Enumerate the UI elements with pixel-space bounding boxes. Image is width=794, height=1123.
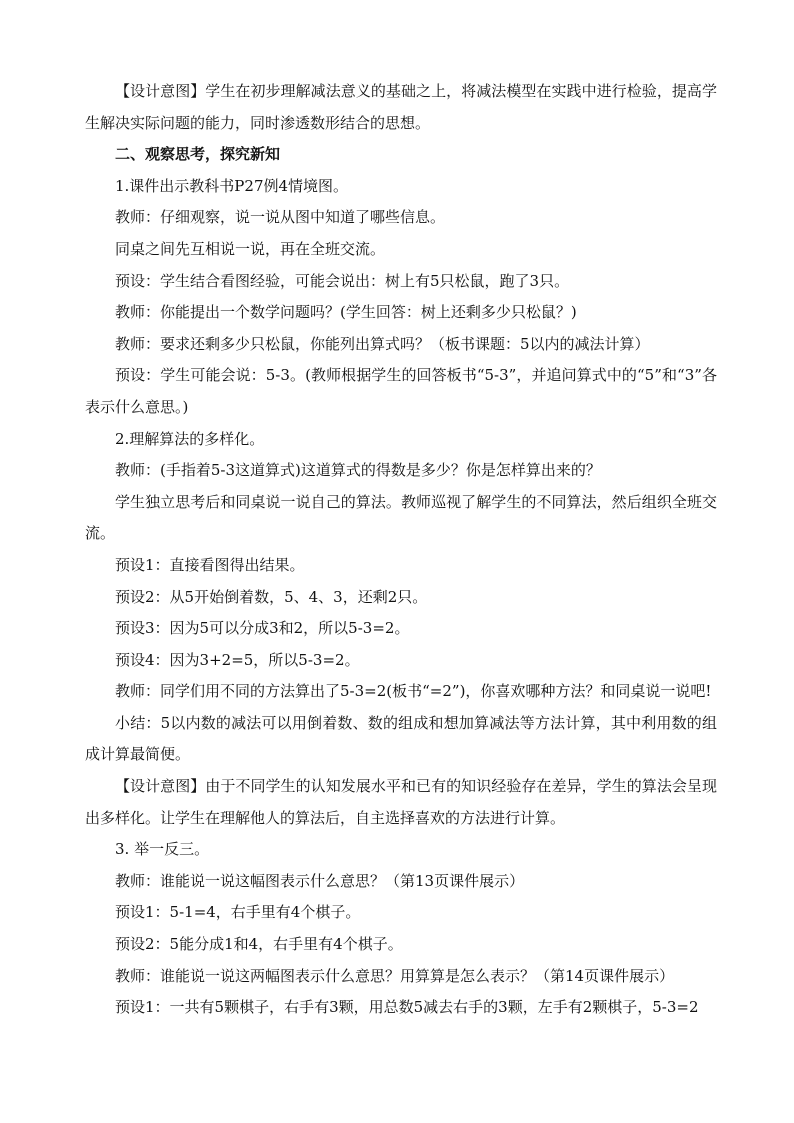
teacher-line: 教师：谁能说一说这两幅图表示什么意思？用算算是怎么表示？（第14页课件展示） — [115, 966, 675, 985]
prediction-1: 预设1：一共有5颗棋子，右手有3颗，用总数5减去右手的3颗，左手有2颗棋子，5-3=2 — [115, 998, 699, 1017]
prediction-line: 预设：学生结合看图经验，可能会说出：树上有5只松鼠，跑了3只。 — [115, 271, 570, 290]
teacher-line: 教师：谁能说一说这幅图表示什么意思？（第13页课件展示） — [115, 871, 525, 890]
instruction-line: 学生独立思考后和同桌说一说自己的算法。教师巡视了解学生的不同算法，然后组织全班交流。 — [85, 492, 717, 543]
teacher-line: 教师：同学们用不同的方法算出了5-3=2(板书“=2”)，你喜欢哪种方法？和同桌说一说吧! — [115, 682, 712, 701]
step-3-title: 3. 举一反三。 — [115, 840, 210, 859]
prediction-1: 预设1：5-1=4，右手里有4个棋子。 — [115, 903, 361, 922]
prediction-2: 预设2：从5开始倒着数，5、4、3，还剩2只。 — [115, 587, 428, 606]
prediction-1: 预设1：直接看图得出结果。 — [115, 555, 305, 574]
prediction-2: 预设2：5能分成1和4，右手里有4个棋子。 — [115, 935, 403, 954]
step-1-title: 1.课件出示教科书P27例4情境图。 — [115, 176, 349, 195]
prediction-line: 预设：学生可能会说：5-3。(教师根据学生的回答板书“5-3”，并追问算式中的“5”和“3”各表示什么意思。) — [85, 366, 717, 416]
section-heading: 二、观察思考，探究新知 — [115, 145, 281, 164]
step-2-title: 2.理解算法的多样化。 — [115, 429, 265, 448]
instruction-line: 同桌之间先互相说一说，再在全班交流。 — [115, 239, 386, 258]
document-body — [85, 76, 717, 1024]
summary-line: 小结：5以内数的减法可以用倒着数、数的组成和想加算减法等方法计算，其中利用数的组成计算最简便。 — [85, 713, 717, 764]
teacher-line: 教师：你能提出一个数学问题吗？(学生回答：树上还剩多少只松鼠？) — [115, 303, 577, 322]
teacher-line: 教师：(手指着5-3这道算式)这道算式的得数是多少？你是怎样算出来的？ — [115, 461, 601, 480]
teacher-line: 教师：要求还剩多少只松鼠，你能列出算式吗？（板书课题：5以内的减法计算） — [115, 334, 650, 353]
teacher-line: 教师：仔细观察，说一说从图中知道了哪些信息。 — [115, 208, 446, 227]
prediction-3: 预设3：因为5可以分成3和2，所以5-3=2。 — [115, 619, 410, 638]
design-intent-paragraph: 【设计意图】由于不同学生的认知发展水平和已有的知识经验存在差异，学生的算法会呈现出多样化。让学生在理解他人的算法后，自主选择喜欢的方法进行计算。 — [85, 777, 717, 827]
design-intent-paragraph: 【设计意图】学生在初步理解减法意义的基础之上，将减法模型在实践中进行检验，提高学生解决实际问题的能力，同时渗透数形结合的思想。 — [85, 82, 717, 132]
prediction-4: 预设4：因为3+2=5，所以5-3=2。 — [115, 650, 360, 669]
